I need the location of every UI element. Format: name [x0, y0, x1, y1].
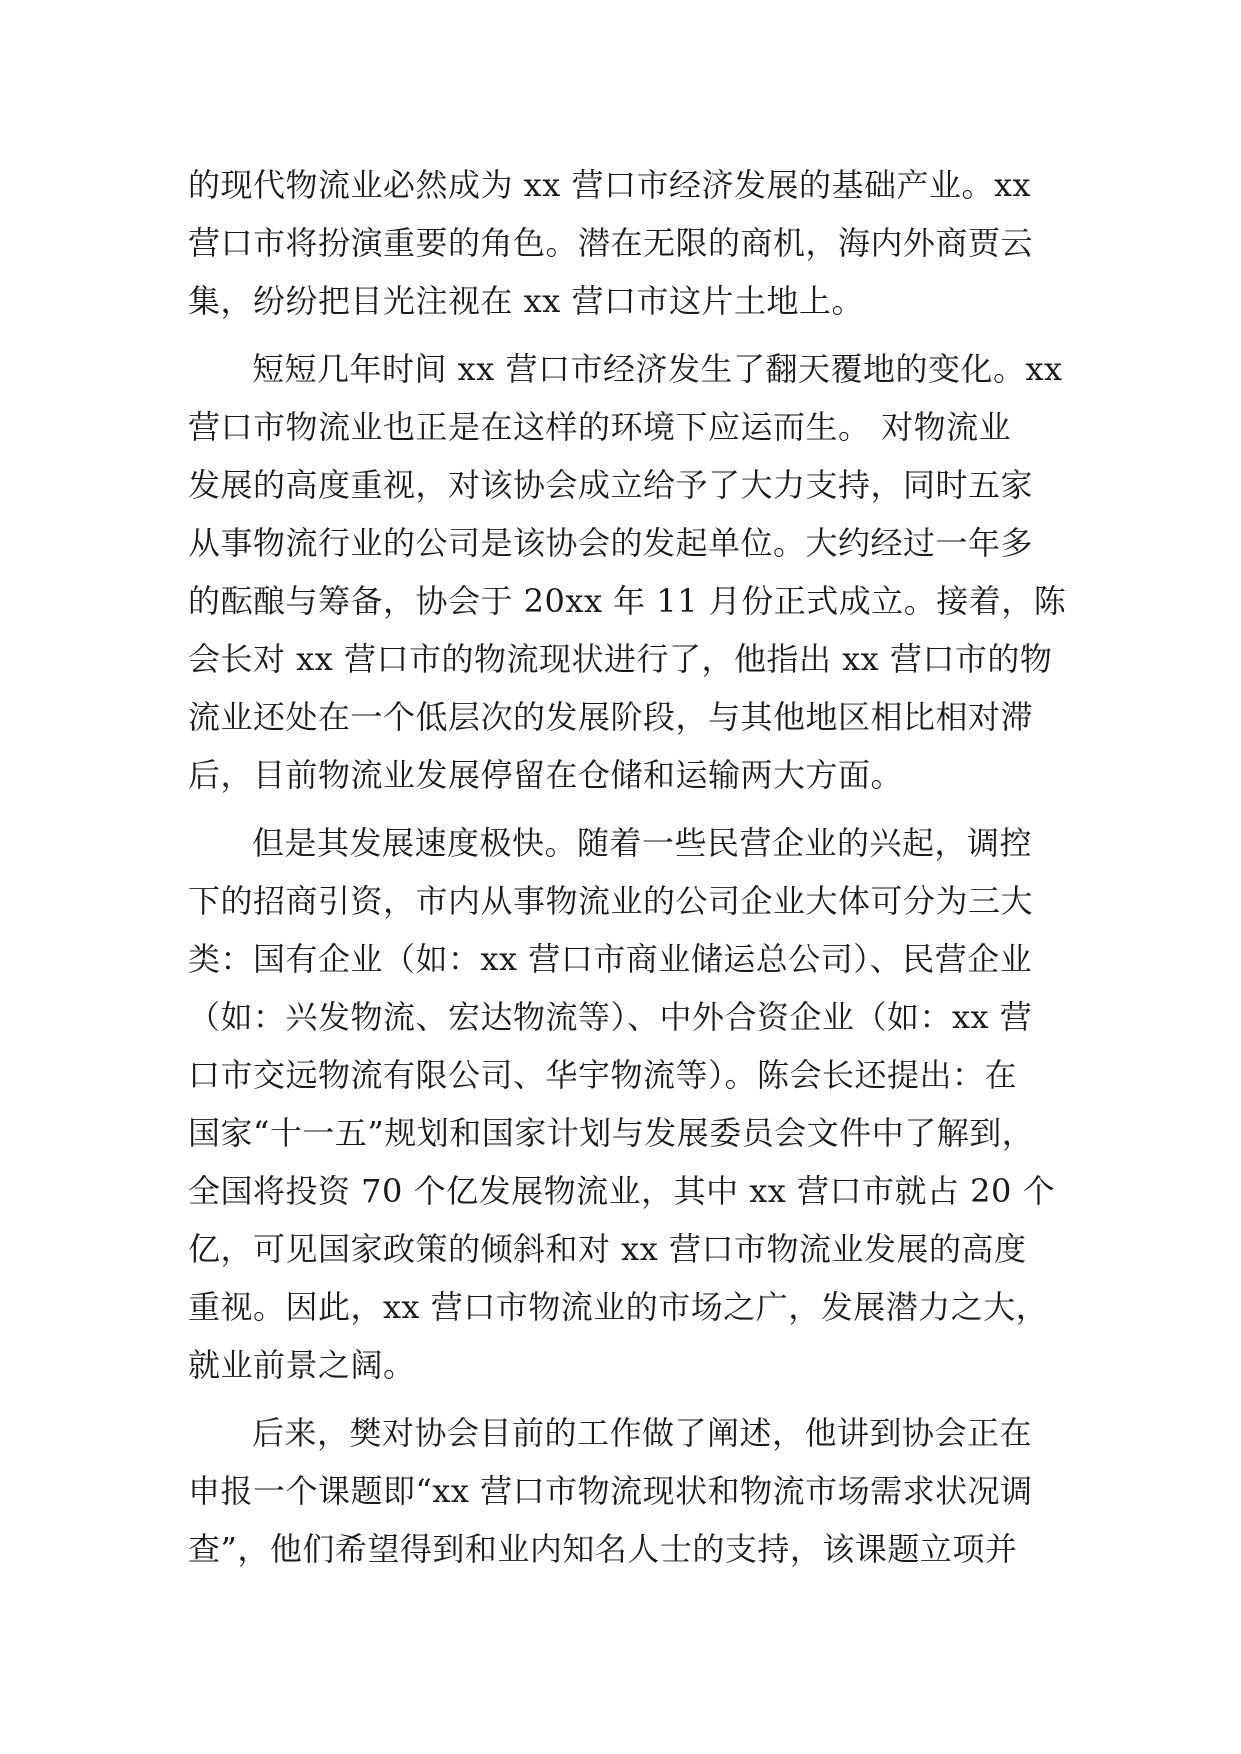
text-line: 后来，樊对协会目前的工作做了阐述，他讲到协会正在 — [252, 1414, 1033, 1452]
text-line: 但是其发展速度极快。随着一些民营企业的兴起，调控 — [252, 824, 1033, 862]
text-line: 会长对 xx 营口市的物流现状进行了，他指出 xx 营口市的物 — [188, 640, 1053, 678]
document-body — [188, 156, 1067, 1578]
text-line: 就业前景之阔。 — [188, 1346, 416, 1384]
text-line: 重视。因此，xx 营口市物流业的市场之广，发展潜力之大， — [188, 1288, 1049, 1326]
text-line: 的酝酿与筹备，协会于 20xx 年 11 月份正式成立。接着，陈 — [188, 582, 1067, 620]
text-line: （如：兴发物流、宏达物流等）、中外合资企业（如：xx 营 — [188, 998, 1033, 1036]
text-line: 发展的高度重视，对该协会成立给予了大力支持，同时五家 — [188, 466, 1034, 504]
text-line: 全国将投资 70 个亿发展物流业，其中 xx 营口市就占 20 个 — [188, 1172, 1056, 1210]
paragraph — [188, 156, 1052, 330]
text-line: 口市交远物流有限公司、华宇物流等）。陈会长还提出：在 — [188, 1056, 1018, 1094]
paragraph — [188, 814, 1056, 1394]
text-line: 查”，他们希望得到和业内知名人士的支持，该课题立项并 — [188, 1530, 1018, 1568]
text-line: 营口市物流业也正是在这样的环境下应运而生。 对物流业 — [188, 408, 1012, 446]
text-line: 下的招商引资，市内从事物流业的公司企业大体可分为三大 — [188, 882, 1034, 920]
text-line: 流业还处在一个低层次的发展阶段，与其他地区相比相对滞 — [188, 698, 1034, 736]
paragraph — [188, 340, 1067, 804]
text-line: 的现代物流业必然成为 xx 营口市经济发展的基础产业。xx — [188, 166, 1032, 204]
paragraph — [188, 1404, 1052, 1578]
text-line: 营口市将扮演重要的角色。潜在无限的商机，海内外商贾云 — [188, 224, 1034, 262]
text-line: 亿，可见国家政策的倾斜和对 xx 营口市物流业发展的高度 — [188, 1230, 1027, 1268]
text-line: 短短几年时间 xx 营口市经济发生了翻天覆地的变化。xx — [252, 350, 1063, 388]
text-line: 类：国有企业（如：xx 营口市商业储运总公司）、民营企业 — [188, 940, 1033, 978]
text-line: 集，纷纷把目光注视在 xx 营口市这片土地上。 — [188, 282, 864, 320]
text-line: 国家“十一五”规划和国家计划与发展委员会文件中了解到， — [188, 1114, 1035, 1152]
text-line: 后，目前物流业发展停留在仓储和运输两大方面。 — [188, 756, 904, 794]
text-line: 从事物流行业的公司是该协会的发起单位。大约经过一年多 — [188, 524, 1034, 562]
text-line: 申报一个课题即“xx 营口市物流现状和物流市场需求状况调 — [188, 1472, 1033, 1510]
